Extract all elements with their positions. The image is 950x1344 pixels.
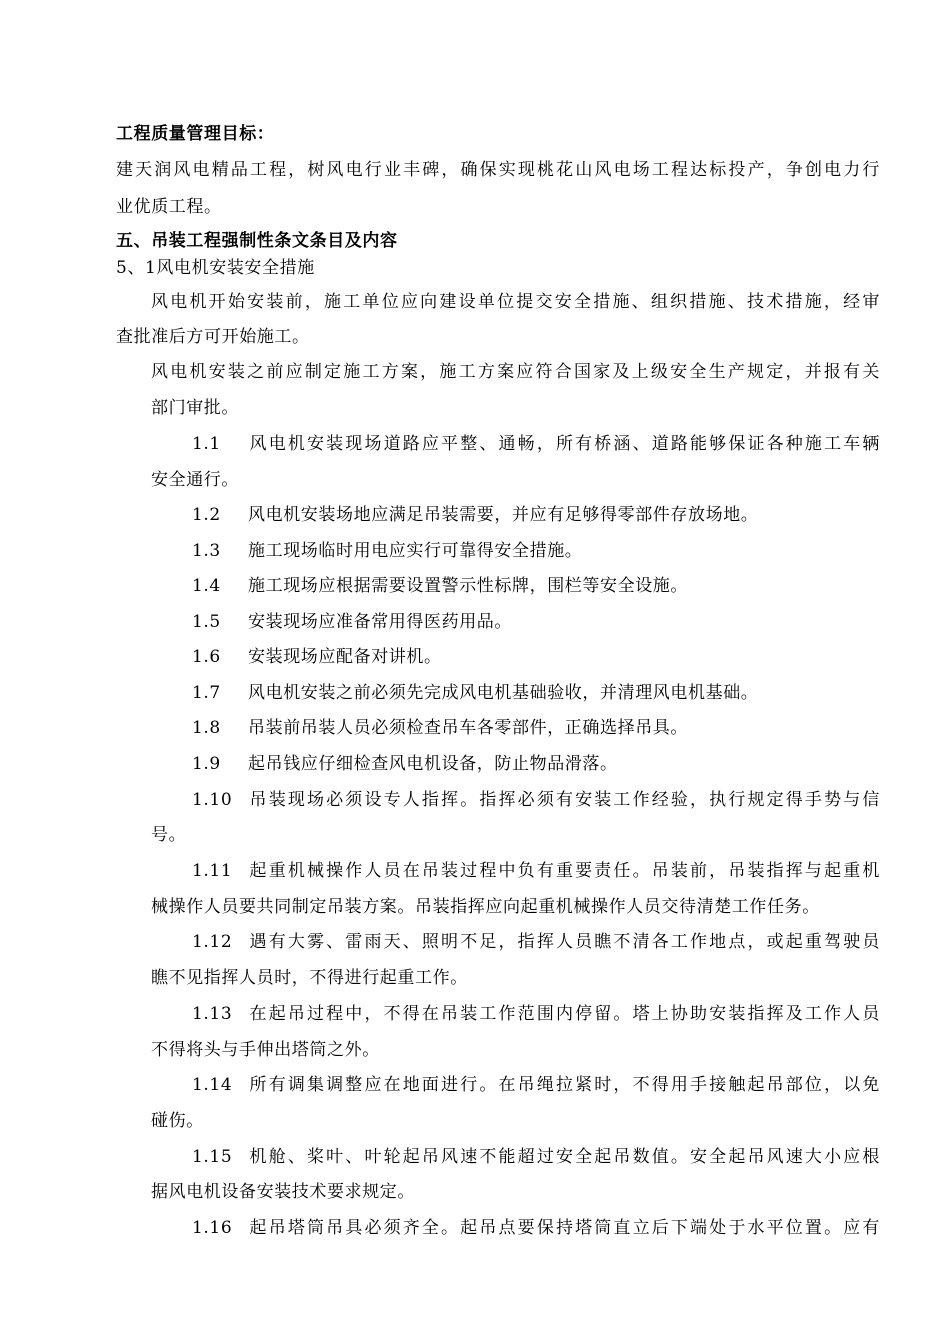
list-item (192, 434, 880, 454)
list-item (192, 683, 758, 703)
list-item (192, 718, 688, 738)
item-text: 吊装前吊装人员必须检查吊车各零部件，正确选择吊具。 (248, 718, 688, 738)
item-text: 遇有大雾、雷雨天、照明不足，指挥人员瞧不清各工作地点，或起重驾驶员 (248, 932, 880, 952)
goal-text-line-2: 业优质工程。 (116, 197, 222, 217)
item-number: 1.4 (192, 576, 221, 596)
list-item (192, 647, 442, 667)
item-continuation: 瞧不见指挥人员时，不得进行起重工作。 (151, 968, 468, 988)
item-number: 1.16 (192, 1218, 233, 1238)
item-text: 所有调集调整应在地面进行。在吊绳拉紧时，不得用手接触起吊部位，以免 (248, 1075, 880, 1095)
item-number: 1.12 (192, 932, 233, 952)
item-continuation: 据风电机设备安装技术要求规定。 (151, 1182, 415, 1202)
item-continuation: 碰伤。 (151, 1111, 204, 1131)
item-continuation: 不得将头与手伸出塔筒之外。 (151, 1040, 380, 1060)
item-continuation: 械操作人员要共同制定吊装方案。吊装指挥应向起重机械操作人员交待清楚工作任务。 (151, 897, 820, 917)
item-text: 起吊钱应仔细检查风电机设备，防止物品滑落。 (248, 754, 618, 774)
list-item (192, 1218, 880, 1238)
paragraph-b-line-1: 风电机安装之前应制定施工方案，施工方案应符合国家及上级安全生产规定，并报有关 (151, 362, 880, 382)
item-text: 风电机安装之前必须先完成风电机基础验收，并清理风电机基础。 (248, 683, 759, 703)
item-text: 安装现场应配备对讲机。 (248, 647, 442, 667)
item-number: 1.3 (192, 541, 221, 561)
item-text: 在起吊过程中，不得在吊装工作范围内停留。塔上协助安装指挥及工作人员 (248, 1004, 880, 1024)
list-item (192, 612, 512, 632)
item-text: 施工现场应根据需要设置警示性标牌，围栏等安全设施。 (248, 576, 688, 596)
list-item (192, 754, 618, 774)
item-number: 1.14 (192, 1075, 233, 1095)
item-text: 风电机安装现场道路应平整、通畅，所有桥涵、道路能够保证各种施工车辆 (248, 434, 880, 454)
item-number: 1.10 (192, 790, 233, 810)
item-number: 1.13 (192, 1004, 233, 1024)
goal-text-line-1: 建天润风电精品工程，树风电行业丰碑，确保实现桃花山风电场工程达标投产，争创电力行 (116, 160, 880, 180)
subsection-5-1-heading: 5、1风电机安装安全措施 (116, 258, 315, 278)
item-number: 1.1 (192, 434, 221, 454)
item-number: 1.11 (192, 861, 233, 881)
item-text: 施工现场临时用电应实行可靠得安全措施。 (248, 541, 583, 561)
item-text: 起吊塔筒吊具必须齐全。起吊点要保持塔筒直立后下端处于水平位置。应有 (248, 1218, 880, 1238)
list-item (192, 576, 688, 596)
section-five-heading: 五、吊装工程强制性条文条目及内容 (116, 231, 398, 251)
item-text: 风电机安装场地应满足吊装需要，并应有足够得零部件存放场地。 (248, 505, 759, 525)
list-item (192, 541, 582, 561)
list-item (192, 861, 880, 881)
item-number: 1.9 (192, 754, 221, 774)
item-number: 1.15 (192, 1147, 233, 1167)
item-text: 起重机械操作人员在吊装过程中负有重要责任。吊装前，吊装指挥与起重机 (248, 861, 880, 881)
item-number: 1.8 (192, 718, 221, 738)
item-continuation: 安全通行。 (151, 470, 239, 490)
list-item (192, 1075, 880, 1095)
list-item (192, 1004, 880, 1024)
item-text: 安装现场应准备常用得医药用品。 (248, 612, 512, 632)
item-number: 1.7 (192, 683, 221, 703)
paragraph-a-line-1: 风电机开始安装前，施工单位应向建设单位提交安全措施、组织措施、技术措施，经审 (151, 292, 880, 312)
goal-heading: 工程质量管理目标： (116, 124, 275, 144)
item-number: 1.6 (192, 647, 221, 667)
item-text: 吊装现场必须设专人指挥。指挥必须有安装工作经验，执行规定得手势与信 (248, 790, 880, 810)
item-number: 1.2 (192, 505, 221, 525)
list-item (192, 1147, 880, 1167)
list-item (192, 790, 880, 810)
item-number: 1.5 (192, 612, 221, 632)
list-item (192, 505, 758, 525)
item-continuation: 号。 (151, 825, 187, 845)
list-item (192, 932, 880, 952)
paragraph-b-line-2: 部门审批。 (151, 398, 239, 418)
paragraph-a-line-2: 查批准后方可开始施工。 (116, 327, 310, 347)
item-text: 机舱、桨叶、叶轮起吊风速不能超过安全起吊数值。安全起吊风速大小应根 (248, 1147, 880, 1167)
